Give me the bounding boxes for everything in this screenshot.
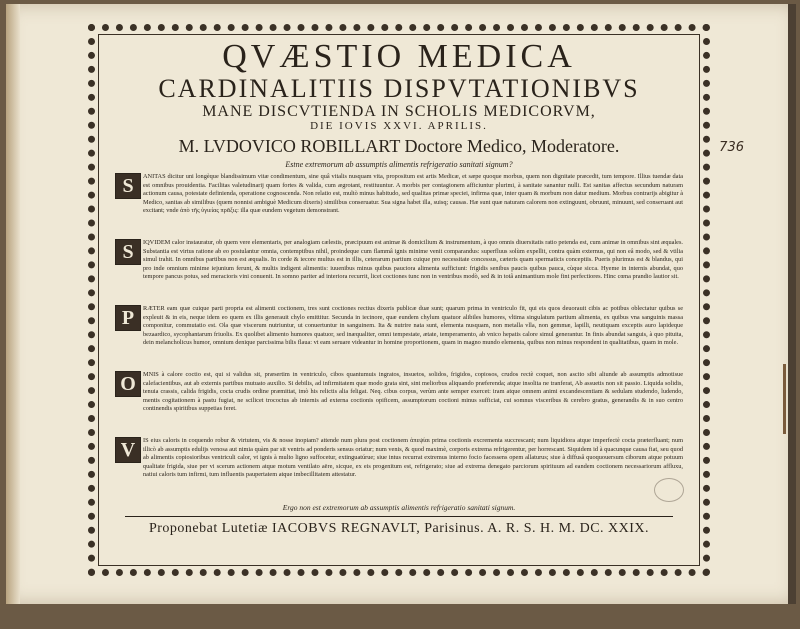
decorated-initial: P bbox=[115, 305, 141, 331]
paragraph-text: IQVIDEM calor instauratur, ob quem vere elementaris, per analogiam cælestis, præcipuum est animæ & domicilium & instrumentum, à quo omnis diuersitatis ratio petenda est, cum animæ in omnibus sint æquales. Substantia est virtus ratione ab eo postulantur omnia, contemptibus nihil, proindeque cum flammâ ignis minime venit comparandus: superfluus solùm expellit, contra quàm externus, qui non eâ modo, sed & vtilia simul trahit. In omnibus partibus non est æqualis. In corde & iecore multus est in illis, ceterarum partium cuique pro necessitate concessus, cæteris quam spermaticis conceptiis. Pueris plurimus est & blandus, qui pro inde omnium minime iejunium ferunt, & multis indigent alimentis: iuuenibus minus quibus pauciora alimenta sufficiunt: frigidis senibus paucis quibus pauca, cùque sicca. Hyeme in internis abundat, quo tempore pancus potus, sed meracioris vini conuenit. In somno pariter ad interiora recurrit, licet coctiones tunc non in ventribus modò, sed & in totâ animantium mole fint perfectiores. Hinc cœna prandio lautior sit. bbox=[143, 239, 683, 281]
decorated-initial: O bbox=[115, 371, 141, 397]
paragraph-text: ANITAS dicitur uni longèque blandissimum vitæ condimentum, sine quâ vitalis nusquam vita, propositum est artis Medicæ, et sæpe quoque morbus, quem non dignitate præcedit, tum tempore. Illius tuendæ data est omnibus prouidentia. Facilitas valetudinarij quam fortes & valida, cum ægrotant, restituuntur. A morbis per contagionem afficiuntur plurimi, à sanitate sanantur nulli. Est sanitas affectus secundum naturam actionum causa, potestate definienda, operatione cognoscenda. Non relatio est, multò minus habitudo, sed qualitas primæ speciei, infirma quæ, inter quam & morbum non datur medium. Morbus contrarijs abigitur à Medico, sanitas ab similibus (quem nonnisi ambiguè Medicum dixeris) similibus conseruatur. Sua signa habet illa, suisq; causas. Hæ sunt quæ naturam calorem non extinguunt, obruunt, minuunt, sed conseruant aut excitant; vnde ἀπὸ τῆς ὑγιείας πρᾶξις: illa quæ eundem vegetum demonstrant. bbox=[143, 173, 683, 215]
divider bbox=[125, 516, 673, 517]
paragraph-text: IS eius caloris in coquendo robur & virtutem, vis & nosse inopiam? attende num plura post coctionem ἀπεψίαι prima coctionis excrementa succrescant; num liquidiora atque imperfectè cocta præterfluant; num illicò ab assumptis edulijs venosa aut nimia quàm par sit ventris ad ponderis sensus oriatur; num venis, & quod maximè, corporis extrema refrigerentur, per horrescant. Siquidem id à quacunque causa fiat, seu quod ab alimentis copiosioribus ventriculi calor, vt ignis à multo ligno suffocetur, extinguatúrue; siue intus recurrat extremus interno focio facessens opem allaturus; siue à diffusâ quoquouersum ciborum atque potuum qualitate frigida, siue per vi scerum actionem atque motum ventilato aëre, sicque, ex eis progenitum est, refrigerato; siue ad extrema denegato parciorum spirituum ad eandem coctionem necessariorum affluxu, natiui caloris tum infirmi, tum influentis paupertatem atque imbecillitatem attestatur. bbox=[143, 437, 683, 479]
paragraph bbox=[115, 305, 683, 365]
paragraph bbox=[115, 239, 683, 299]
footer-imprint: Proponebat Lutetiæ IACOBVS REGNAVLT, Parisinus. A. R. S. H. M. DC. XXIX. bbox=[148, 521, 650, 536]
decorated-initial: S bbox=[115, 239, 141, 265]
document-page bbox=[6, 4, 796, 604]
handwritten-number: 736 bbox=[719, 140, 744, 155]
title-line-2: CARDINALITIIS DISPVTATIONIBVS bbox=[158, 74, 640, 103]
thesis-question: Estne extremorum ab assumptis alimentis refrigeratio sanitati signum? bbox=[285, 160, 513, 169]
bookmark-strip bbox=[783, 364, 786, 434]
library-stamp bbox=[654, 478, 684, 502]
title-date: DIE IOVIS XXVI. APRILIS. bbox=[310, 120, 488, 132]
decorated-initial: V bbox=[115, 437, 141, 463]
title-line-3: MANE DISCVTIENDA IN SCHOLIS MEDICORVM, bbox=[202, 103, 596, 120]
paragraph-text: MNIS à calore coctio est, qui si validus sit, præsertim in ventriculo, cibos quantumuis ingratos, insuetos, solidos, frigidos, copiosos, crudos rectè coquet, non ascito sibi aliunde ab assumptis admotisue calefacientibus, aut ab externis partibus mutuato auxilio. Si debilis, ad infirmitatem quæ modo grata sint, sint meliorbus aliquando præferenda; atque insolita ne tranferat, Ab assuetis non sit passio. Liquida solidis, tenuia crassis, calida frigidis, cocta crudis ordine præmittat, imò his relictis alia feligat. Neq. cibus corpus, verùm ante semper exercet: iram atque omnem animi excandescentiam & sedulam studendo, ludendo, mentis cogitationem à pastu fugiat, ne scilicet trococtus ab internis ad externa coctionis opificem, assumptorum coctioni minus sufficiat, cui somnus visceribus & cerebro gratus, generandis & in suo centro continendis spiritibus suppetias feret. bbox=[143, 371, 683, 413]
conclusion-line: Ergo non est extremorum ab assumptis alimentis refrigeratio sanitati signum. bbox=[282, 503, 516, 512]
book-gutter bbox=[6, 4, 20, 604]
paragraph bbox=[115, 173, 683, 233]
paragraph-text: RÆTER eam quæ cuique parti propria est alimenti coctionem, tres sunt coctiones rectius dixeris publicæ duæ sunt; quarum prima in ventriculo fit, qui eis quos deuorauit cibis ac potibus oblectatur quibus se expleuit & in eis, neque idem eo quem ex illis generauit chylo emittitur. Secunda in iecinore, quæ eundem chylum quatuor alibiles humores, vltima singulatum partium alimenta, ex quibus vna sanguinis massa componitur, commutatio est. Ola quæ viscerum nutriuntur, ut conuertuntur in sanguinem. Ita & nutrire nata sunt, elementa nusquam, non metalla vlla, non gemmæ, lapilli, neutiquam exceptis auro lapideque bezaardico, sycophantarum friuolis. Ex quolibet alimento humores quatuor, sed inæqualiter, omni tempestate, ætate, temperamento, ab vnico hepatis calore simul generantur. In finis abundat sanguis, à quo pituita, dein melancholicus humor, omnium denique parcissima bilis flaua: vt eam seruare videantur in homine proportionem, quam in magno mundo elementa, quibus non minus respondent in qualitatibus, quam in mole. bbox=[143, 305, 683, 347]
paragraph bbox=[115, 437, 683, 497]
ornamental-border bbox=[88, 24, 710, 576]
page-edge bbox=[788, 4, 796, 604]
title-line-1: QVÆSTIO MEDICA bbox=[222, 38, 576, 75]
decorated-initial: S bbox=[115, 173, 141, 199]
moderator-line: M. LVDOVICO ROBILLART Doctore Medico, Moderatore. bbox=[178, 136, 620, 156]
document-body bbox=[115, 37, 683, 557]
paragraph bbox=[115, 371, 683, 431]
